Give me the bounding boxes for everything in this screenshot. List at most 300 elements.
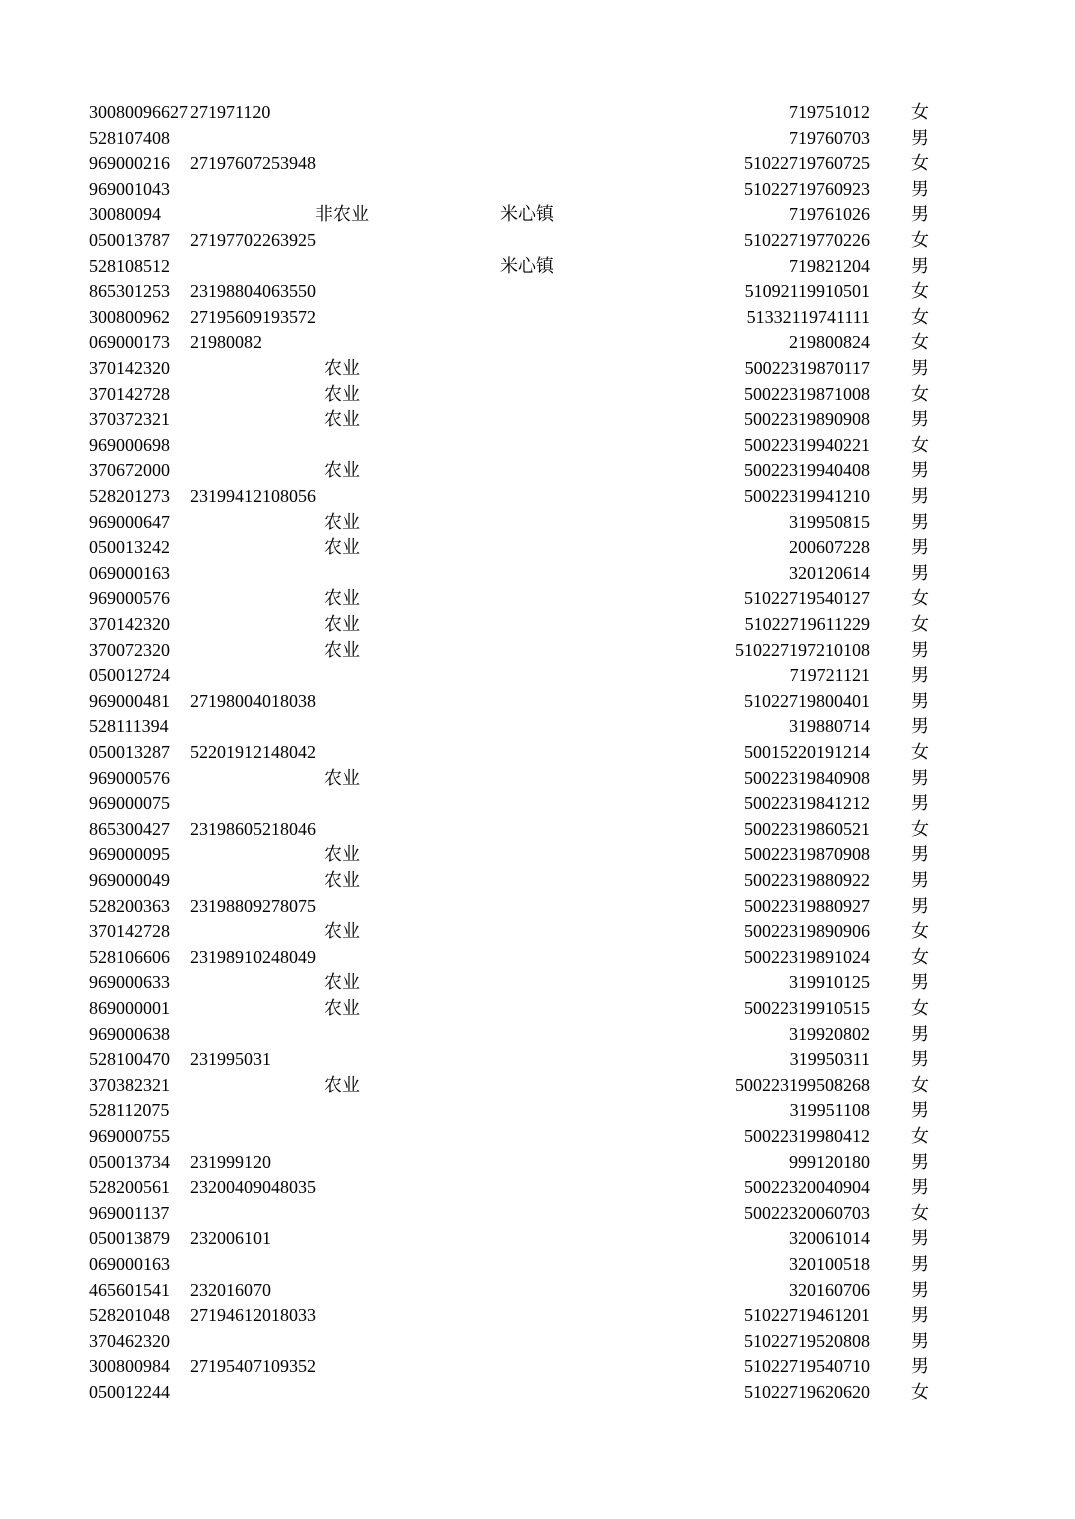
table-row: [0, 996, 1075, 1022]
household-type-cell: [302, 740, 382, 766]
household-type-cell: [302, 945, 382, 971]
id-fragment-cell: 27198004018038: [190, 690, 316, 711]
township-cell: 米心镇: [500, 255, 554, 276]
household-type-cell: [302, 1380, 382, 1406]
id-number-cell: 719761026: [789, 204, 870, 225]
township-cell: [500, 330, 570, 356]
id-fragment-cell: [190, 612, 302, 638]
table-row: [0, 202, 1075, 228]
household-type-cell: [302, 1124, 382, 1150]
id-fragment-cell: 23198605218046: [190, 818, 316, 839]
id-fragment-cell: [190, 791, 302, 817]
township-cell: [500, 740, 570, 766]
gender-cell: 男: [911, 486, 929, 506]
id-fragment-cell: [190, 714, 302, 740]
household-type-cell: [302, 433, 382, 459]
id-fragment-cell: [190, 126, 302, 152]
record-number-cell: 969000095: [89, 844, 170, 865]
household-type-cell: 农业: [324, 767, 360, 788]
gender-cell: 男: [911, 690, 929, 711]
household-type-cell: 农业: [324, 998, 360, 1018]
gender-cell: 男: [911, 1305, 929, 1326]
record-number-cell: 969000075: [89, 793, 170, 814]
table-row: [0, 1226, 1075, 1252]
id-fragment-cell: [190, 766, 302, 792]
table-row: [0, 1175, 1075, 1201]
township-cell: [500, 1073, 570, 1099]
id-fragment-cell: [190, 996, 302, 1022]
table-row: [0, 177, 1075, 203]
gender-cell: 女: [911, 1382, 929, 1402]
household-type-cell: [302, 1175, 382, 1201]
table-row: [0, 407, 1075, 433]
table-row: [0, 586, 1075, 612]
gender-cell: 女: [911, 153, 929, 174]
id-number-cell: 719821204: [789, 255, 870, 276]
township-cell: [500, 561, 570, 587]
township-cell: [500, 1098, 570, 1124]
id-number-cell: 51022719760923: [744, 178, 870, 199]
record-number-cell: 370672000: [89, 460, 170, 481]
record-number-cell: 969000755: [89, 1126, 170, 1146]
table-row: [0, 714, 1075, 740]
id-fragment-cell: [190, 970, 302, 996]
id-fragment-cell: [190, 1380, 302, 1406]
id-number-cell: 50022319870908: [744, 844, 870, 865]
id-number-cell: 50022319870117: [744, 358, 870, 378]
record-number-cell: 528106606: [89, 946, 170, 967]
household-type-cell: 农业: [324, 639, 360, 660]
township-cell: [500, 535, 570, 561]
household-type-cell: [302, 254, 382, 280]
record-number-cell: 30080094: [89, 204, 161, 225]
household-type-cell: [302, 791, 382, 817]
gender-cell: 女: [911, 102, 929, 122]
gender-cell: 男: [911, 511, 929, 532]
id-fragment-cell: [190, 356, 302, 382]
table-row: [0, 561, 1075, 587]
table-row: [0, 868, 1075, 894]
household-type-cell: [302, 1278, 382, 1304]
id-fragment-cell: 27197607253948: [190, 153, 316, 174]
table-row: [0, 1303, 1075, 1329]
household-type-cell: [302, 1047, 382, 1073]
record-number-cell: 300800962: [89, 306, 170, 327]
id-fragment-cell: 27195609193572: [190, 306, 316, 327]
household-type-cell: 农业: [324, 588, 360, 609]
gender-cell: 男: [911, 1254, 929, 1274]
record-number-cell: 528112075: [89, 1100, 170, 1121]
township-cell: [500, 1047, 570, 1073]
id-fragment-cell: [190, 254, 302, 280]
id-number-cell: 50022319890906: [744, 921, 870, 942]
township-cell: [500, 1201, 570, 1227]
gender-cell: 女: [911, 281, 929, 302]
id-number-cell: 50022319880927: [744, 895, 870, 916]
record-number-cell: 528111394: [89, 716, 169, 737]
record-number-cell: 370142320: [89, 358, 170, 378]
township-cell: [500, 586, 570, 612]
household-type-cell: [302, 1329, 382, 1355]
township-cell: [500, 1150, 570, 1176]
township-cell: [500, 1226, 570, 1252]
id-fragment-cell: [190, 1124, 302, 1150]
gender-cell: 男: [911, 844, 929, 865]
id-number-cell: 320061014: [789, 1228, 870, 1249]
household-type-cell: 农业: [324, 870, 360, 890]
id-fragment-cell: 271971120: [190, 102, 271, 122]
table-row: [0, 1252, 1075, 1278]
id-fragment-cell: 52201912148042: [190, 742, 316, 762]
township-cell: [500, 970, 570, 996]
table-row: [0, 817, 1075, 843]
id-number-cell: 319920802: [789, 1023, 870, 1044]
table-row: [0, 791, 1075, 817]
gender-cell: 男: [911, 127, 929, 148]
record-number-cell: 865300427: [89, 818, 170, 839]
table-row: [0, 279, 1075, 305]
id-fragment-cell: 27197702263925: [190, 230, 316, 250]
id-number-cell: 50022319860521: [744, 818, 870, 839]
township-cell: [500, 151, 570, 177]
gender-cell: 女: [911, 306, 929, 327]
record-number-cell: 528201273: [89, 486, 170, 506]
household-type-cell: 农业: [324, 844, 360, 865]
id-number-cell: 200607228: [789, 537, 870, 558]
household-type-cell: 农业: [324, 409, 360, 430]
id-fragment-cell: [190, 433, 302, 459]
gender-cell: 女: [911, 818, 929, 839]
id-fragment-cell: [190, 868, 302, 894]
id-fragment-cell: [190, 1252, 302, 1278]
id-fragment-cell: [190, 638, 302, 664]
record-number-cell: 370142728: [89, 383, 170, 404]
table-row: [0, 919, 1075, 945]
table-row: [0, 1380, 1075, 1406]
id-fragment-cell: [190, 842, 302, 868]
id-fragment-cell: 231995031: [190, 1049, 271, 1070]
id-fragment-cell: [190, 510, 302, 536]
record-number-cell: 869000001: [89, 998, 170, 1018]
record-number-cell: 528107408: [89, 127, 170, 148]
id-fragment-cell: 232016070: [190, 1279, 271, 1300]
id-number-cell: 510227197210108: [735, 639, 870, 660]
gender-cell: 男: [911, 178, 929, 199]
record-number-cell: 528200561: [89, 1177, 170, 1198]
id-number-cell: 719760703: [789, 127, 870, 148]
gender-cell: 女: [911, 946, 929, 967]
id-fragment-cell: 23199412108056: [190, 486, 316, 506]
gender-cell: 男: [911, 1100, 929, 1121]
id-fragment-cell: [190, 535, 302, 561]
gender-cell: 男: [911, 409, 929, 430]
gender-cell: 男: [911, 562, 929, 583]
id-fragment-cell: [190, 586, 302, 612]
table-row: [0, 433, 1075, 459]
household-type-cell: [302, 663, 382, 689]
township-cell: [500, 714, 570, 740]
record-number-cell: 069000163: [89, 1254, 170, 1274]
table-row: [0, 305, 1075, 331]
id-fragment-cell: [190, 202, 302, 228]
table-row: [0, 1022, 1075, 1048]
table-row: [0, 535, 1075, 561]
id-fragment-cell: 23200409048035: [190, 1177, 316, 1198]
record-number-cell: 30080096627: [89, 102, 188, 122]
id-fragment-cell: [190, 663, 302, 689]
id-fragment-cell: [190, 1329, 302, 1355]
household-type-cell: [302, 1150, 382, 1176]
id-number-cell: 999120180: [789, 1151, 870, 1172]
id-fragment-cell: [190, 1098, 302, 1124]
household-type-cell: 农业: [324, 1074, 360, 1095]
gender-cell: 男: [911, 716, 929, 737]
gender-cell: 女: [911, 588, 929, 609]
table-row: [0, 100, 1075, 126]
township-cell: [500, 868, 570, 894]
id-number-cell: 51022719611229: [744, 614, 870, 634]
record-number-cell: 969000576: [89, 588, 170, 609]
id-number-cell: 51022719461201: [744, 1305, 870, 1326]
record-number-cell: 370142320: [89, 614, 170, 634]
table-row: [0, 254, 1075, 280]
household-type-cell: [302, 228, 382, 254]
record-number-cell: 865301253: [89, 281, 170, 302]
id-number-cell: 51022719540710: [744, 1356, 870, 1377]
record-number-cell: 528100470: [89, 1049, 170, 1070]
record-number-cell: 050012724: [89, 665, 170, 686]
id-fragment-cell: 27195407109352: [190, 1356, 316, 1377]
gender-cell: 男: [911, 665, 929, 686]
id-fragment-cell: [190, 919, 302, 945]
record-number-cell: 969000049: [89, 870, 170, 890]
id-number-cell: 51022719620620: [744, 1382, 870, 1402]
household-type-cell: 农业: [324, 460, 360, 481]
township-cell: [500, 484, 570, 510]
record-number-cell: 370072320: [89, 639, 170, 660]
township-cell: [500, 407, 570, 433]
table-row: [0, 689, 1075, 715]
gender-cell: 男: [911, 358, 929, 378]
id-fragment-cell: 23198910248049: [190, 946, 316, 967]
table-row: [0, 484, 1075, 510]
record-number-cell: 465601541: [89, 1279, 170, 1300]
household-type-cell: [302, 817, 382, 843]
gender-cell: 男: [911, 1151, 929, 1172]
household-type-cell: [302, 126, 382, 152]
record-number-cell: 969000633: [89, 972, 170, 993]
record-number-cell: 969000216: [89, 153, 170, 174]
table-row: [0, 766, 1075, 792]
household-type-cell: 农业: [324, 383, 360, 404]
table-row: [0, 970, 1075, 996]
table-row: [0, 356, 1075, 382]
record-number-cell: 370142728: [89, 921, 170, 942]
id-number-cell: 51022719800401: [744, 690, 870, 711]
household-type-cell: 农业: [324, 614, 360, 634]
id-number-cell: 719721121: [789, 665, 870, 686]
township-cell: [500, 1354, 570, 1380]
record-number-cell: 370462320: [89, 1330, 170, 1351]
id-number-cell: 50022319910515: [744, 998, 870, 1018]
id-number-cell: 320120614: [789, 562, 870, 583]
table-row: [0, 228, 1075, 254]
household-type-cell: [302, 714, 382, 740]
household-type-cell: [302, 279, 382, 305]
gender-cell: 女: [911, 614, 929, 634]
gender-cell: 男: [911, 793, 929, 814]
gender-cell: 男: [911, 767, 929, 788]
id-number-cell: 320100518: [789, 1254, 870, 1274]
table-row: [0, 1329, 1075, 1355]
record-number-cell: 069000163: [89, 562, 170, 583]
table-row: [0, 1150, 1075, 1176]
id-fragment-cell: 27194612018033: [190, 1305, 316, 1326]
table-row: [0, 510, 1075, 536]
id-fragment-cell: [190, 1201, 302, 1227]
table-row: [0, 1201, 1075, 1227]
household-type-cell: [302, 689, 382, 715]
gender-cell: 女: [911, 921, 929, 942]
table-row: [0, 458, 1075, 484]
record-number-cell: 069000173: [89, 332, 170, 353]
record-number-cell: 969000481: [89, 690, 170, 711]
household-type-cell: 非农业: [315, 204, 369, 225]
table-row: [0, 1278, 1075, 1304]
table-row: [0, 1073, 1075, 1099]
gender-cell: 男: [911, 537, 929, 558]
record-number-cell: 370372321: [89, 409, 170, 430]
household-type-cell: [302, 484, 382, 510]
table-row: [0, 740, 1075, 766]
township-cell: [500, 1175, 570, 1201]
id-number-cell: 500223199508268: [735, 1074, 870, 1095]
household-type-cell: [302, 561, 382, 587]
table-row: [0, 894, 1075, 920]
id-number-cell: 50022320040904: [744, 1177, 870, 1198]
record-number-cell: 050013287: [89, 742, 170, 762]
township-cell: [500, 1303, 570, 1329]
household-type-cell: [302, 330, 382, 356]
gender-cell: 男: [911, 1279, 929, 1300]
gender-cell: 男: [911, 639, 929, 660]
table-row: [0, 945, 1075, 971]
id-fragment-cell: [190, 561, 302, 587]
record-number-cell: 969000576: [89, 767, 170, 788]
record-number-cell: 050012244: [89, 1382, 170, 1402]
township-cell: [500, 612, 570, 638]
id-fragment-cell: 23198804063550: [190, 281, 316, 302]
table-row: [0, 1354, 1075, 1380]
township-cell: [500, 842, 570, 868]
township-cell: [500, 305, 570, 331]
gender-cell: 女: [911, 332, 929, 353]
record-number-cell: 969001137: [89, 1202, 170, 1223]
record-number-cell: 050013787: [89, 230, 170, 250]
household-type-cell: [302, 1354, 382, 1380]
record-number-cell: 300800984: [89, 1356, 170, 1377]
id-number-cell: 319950311: [789, 1049, 870, 1070]
household-type-cell: 农业: [324, 921, 360, 942]
id-fragment-cell: 21980082: [190, 332, 262, 353]
township-cell: [500, 791, 570, 817]
household-type-cell: [302, 1252, 382, 1278]
township-cell: [500, 228, 570, 254]
id-number-cell: 50022319890908: [744, 409, 870, 430]
gender-cell: 女: [911, 230, 929, 250]
household-type-cell: [302, 1303, 382, 1329]
township-cell: [500, 638, 570, 664]
household-type-cell: [302, 177, 382, 203]
id-number-cell: 50022319980412: [744, 1126, 870, 1146]
record-number-cell: 969000638: [89, 1023, 170, 1044]
record-number-cell: 050013242: [89, 537, 170, 558]
township-cell: [500, 919, 570, 945]
id-number-cell: 319951108: [789, 1100, 870, 1121]
id-number-cell: 50022319891024: [744, 946, 870, 967]
id-number-cell: 50022319871008: [744, 383, 870, 404]
table-row: [0, 126, 1075, 152]
record-number-cell: 969000698: [89, 434, 170, 455]
table-row: [0, 330, 1075, 356]
gender-cell: 男: [911, 204, 929, 225]
township-cell: [500, 356, 570, 382]
township-cell: [500, 1278, 570, 1304]
township-cell: [500, 689, 570, 715]
township-cell: [500, 279, 570, 305]
gender-cell: 男: [911, 1330, 929, 1351]
id-number-cell: 51022719520808: [744, 1330, 870, 1351]
table-row: [0, 612, 1075, 638]
household-type-cell: [302, 1022, 382, 1048]
table-row: [0, 1124, 1075, 1150]
id-number-cell: 51022719540127: [744, 588, 870, 609]
township-cell: [500, 510, 570, 536]
township-cell: [500, 100, 570, 126]
record-number-cell: 969000647: [89, 511, 170, 532]
household-type-cell: [302, 1098, 382, 1124]
gender-cell: 男: [911, 972, 929, 993]
township-cell: [500, 663, 570, 689]
township-cell: [500, 1252, 570, 1278]
township-cell: [500, 996, 570, 1022]
table-row: [0, 663, 1075, 689]
household-type-cell: [302, 1201, 382, 1227]
gender-cell: 女: [911, 1202, 929, 1223]
gender-cell: 男: [911, 1177, 929, 1198]
household-type-cell: 农业: [324, 537, 360, 558]
record-number-cell: 969001043: [89, 178, 170, 199]
township-cell: [500, 126, 570, 152]
gender-cell: 男: [911, 1228, 929, 1249]
township-cell: [500, 766, 570, 792]
gender-cell: 女: [911, 383, 929, 404]
township-cell: [500, 894, 570, 920]
township-cell: 米心镇: [500, 204, 554, 225]
township-cell: [500, 458, 570, 484]
record-number-cell: 370382321: [89, 1074, 170, 1095]
id-number-cell: 50022319841212: [744, 793, 870, 814]
id-number-cell: 719751012: [789, 102, 870, 122]
id-fragment-cell: 232006101: [190, 1228, 271, 1249]
township-cell: [500, 817, 570, 843]
id-fragment-cell: [190, 1022, 302, 1048]
id-number-cell: 320160706: [789, 1279, 870, 1300]
gender-cell: 女: [911, 742, 929, 762]
household-type-cell: 农业: [324, 358, 360, 378]
record-number-cell: 528201048: [89, 1305, 170, 1326]
table-row: [0, 1047, 1075, 1073]
